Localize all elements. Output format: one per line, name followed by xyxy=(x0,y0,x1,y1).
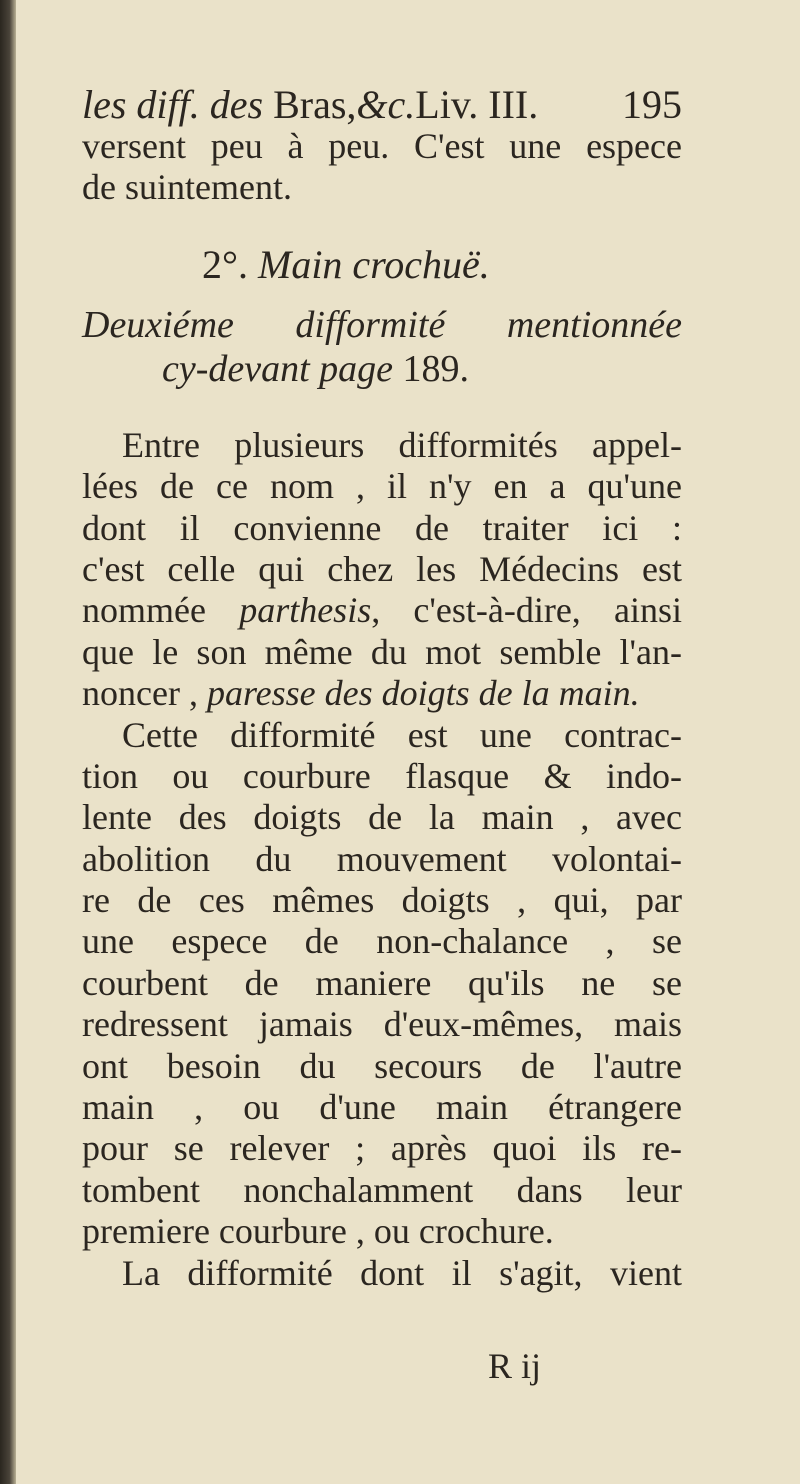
text-line: ont besoin du secours de l'autre xyxy=(82,1045,682,1086)
subtitle-line: Deuxiéme difformité mentionnée xyxy=(82,303,682,346)
body-text xyxy=(82,425,682,1294)
section-heading xyxy=(82,243,682,287)
section-title: Main crochuë. xyxy=(258,241,490,287)
text-line: tion ou courbure flasque & indo- xyxy=(82,755,682,796)
text-line: versent peu à peu. C'est une espece xyxy=(82,126,682,166)
text-line: c'est celle qui chez les Médecins est xyxy=(82,548,682,589)
section-number: 2°. xyxy=(202,241,248,287)
text-line: noncer , paresse des doigts de la main. xyxy=(82,673,640,714)
section-subtitle xyxy=(82,303,682,391)
text-line: premiere courbure , ou crochure. xyxy=(82,1211,554,1252)
text-line: redressent jamais d'eux-mêmes, mais xyxy=(82,1004,682,1045)
text-line: Entre plusieurs difformités appel- xyxy=(122,424,682,465)
text-line: une espece de non-chalance , se xyxy=(82,921,682,962)
text-line: pour se relever ; après quoi ils re- xyxy=(82,1128,682,1169)
text-line: que le son même du mot semble l'an- xyxy=(82,631,682,672)
text-line: La difformité dont il s'agit, vient xyxy=(122,1252,682,1293)
text-block xyxy=(82,84,682,1294)
running-head-title: les diff. des Bras,&c.Liv. III. xyxy=(82,82,539,127)
text-line: tombent nonchalamment dans leur xyxy=(82,1169,682,1210)
subtitle-line: cy-devant page 189. xyxy=(162,347,470,390)
text-line: abolition du mouvement volontai- xyxy=(82,838,682,879)
text-line: main , ou d'une main étrangere xyxy=(82,1087,682,1128)
signature-mark: R ij xyxy=(488,1346,542,1386)
text-line: courbent de maniere qu'ils ne se xyxy=(82,962,682,1003)
text-line: de suintement. xyxy=(82,167,292,208)
text-line: re de ces mêmes doigts , qui, par xyxy=(82,880,682,921)
text-line: nommée parthesis, c'est-à-dire, ainsi xyxy=(82,590,683,631)
text-line: lente des doigts de la main , avec xyxy=(82,797,682,838)
text-line: Cette difformité est une contrac- xyxy=(122,714,682,755)
page-number: 195 xyxy=(622,82,682,127)
text-line: dont il convienne de traiter ici : xyxy=(82,507,682,548)
running-head xyxy=(82,84,682,126)
page-gutter xyxy=(0,0,16,1484)
text-line: lées de ce nom , il n'y en a qu'une xyxy=(82,466,682,507)
